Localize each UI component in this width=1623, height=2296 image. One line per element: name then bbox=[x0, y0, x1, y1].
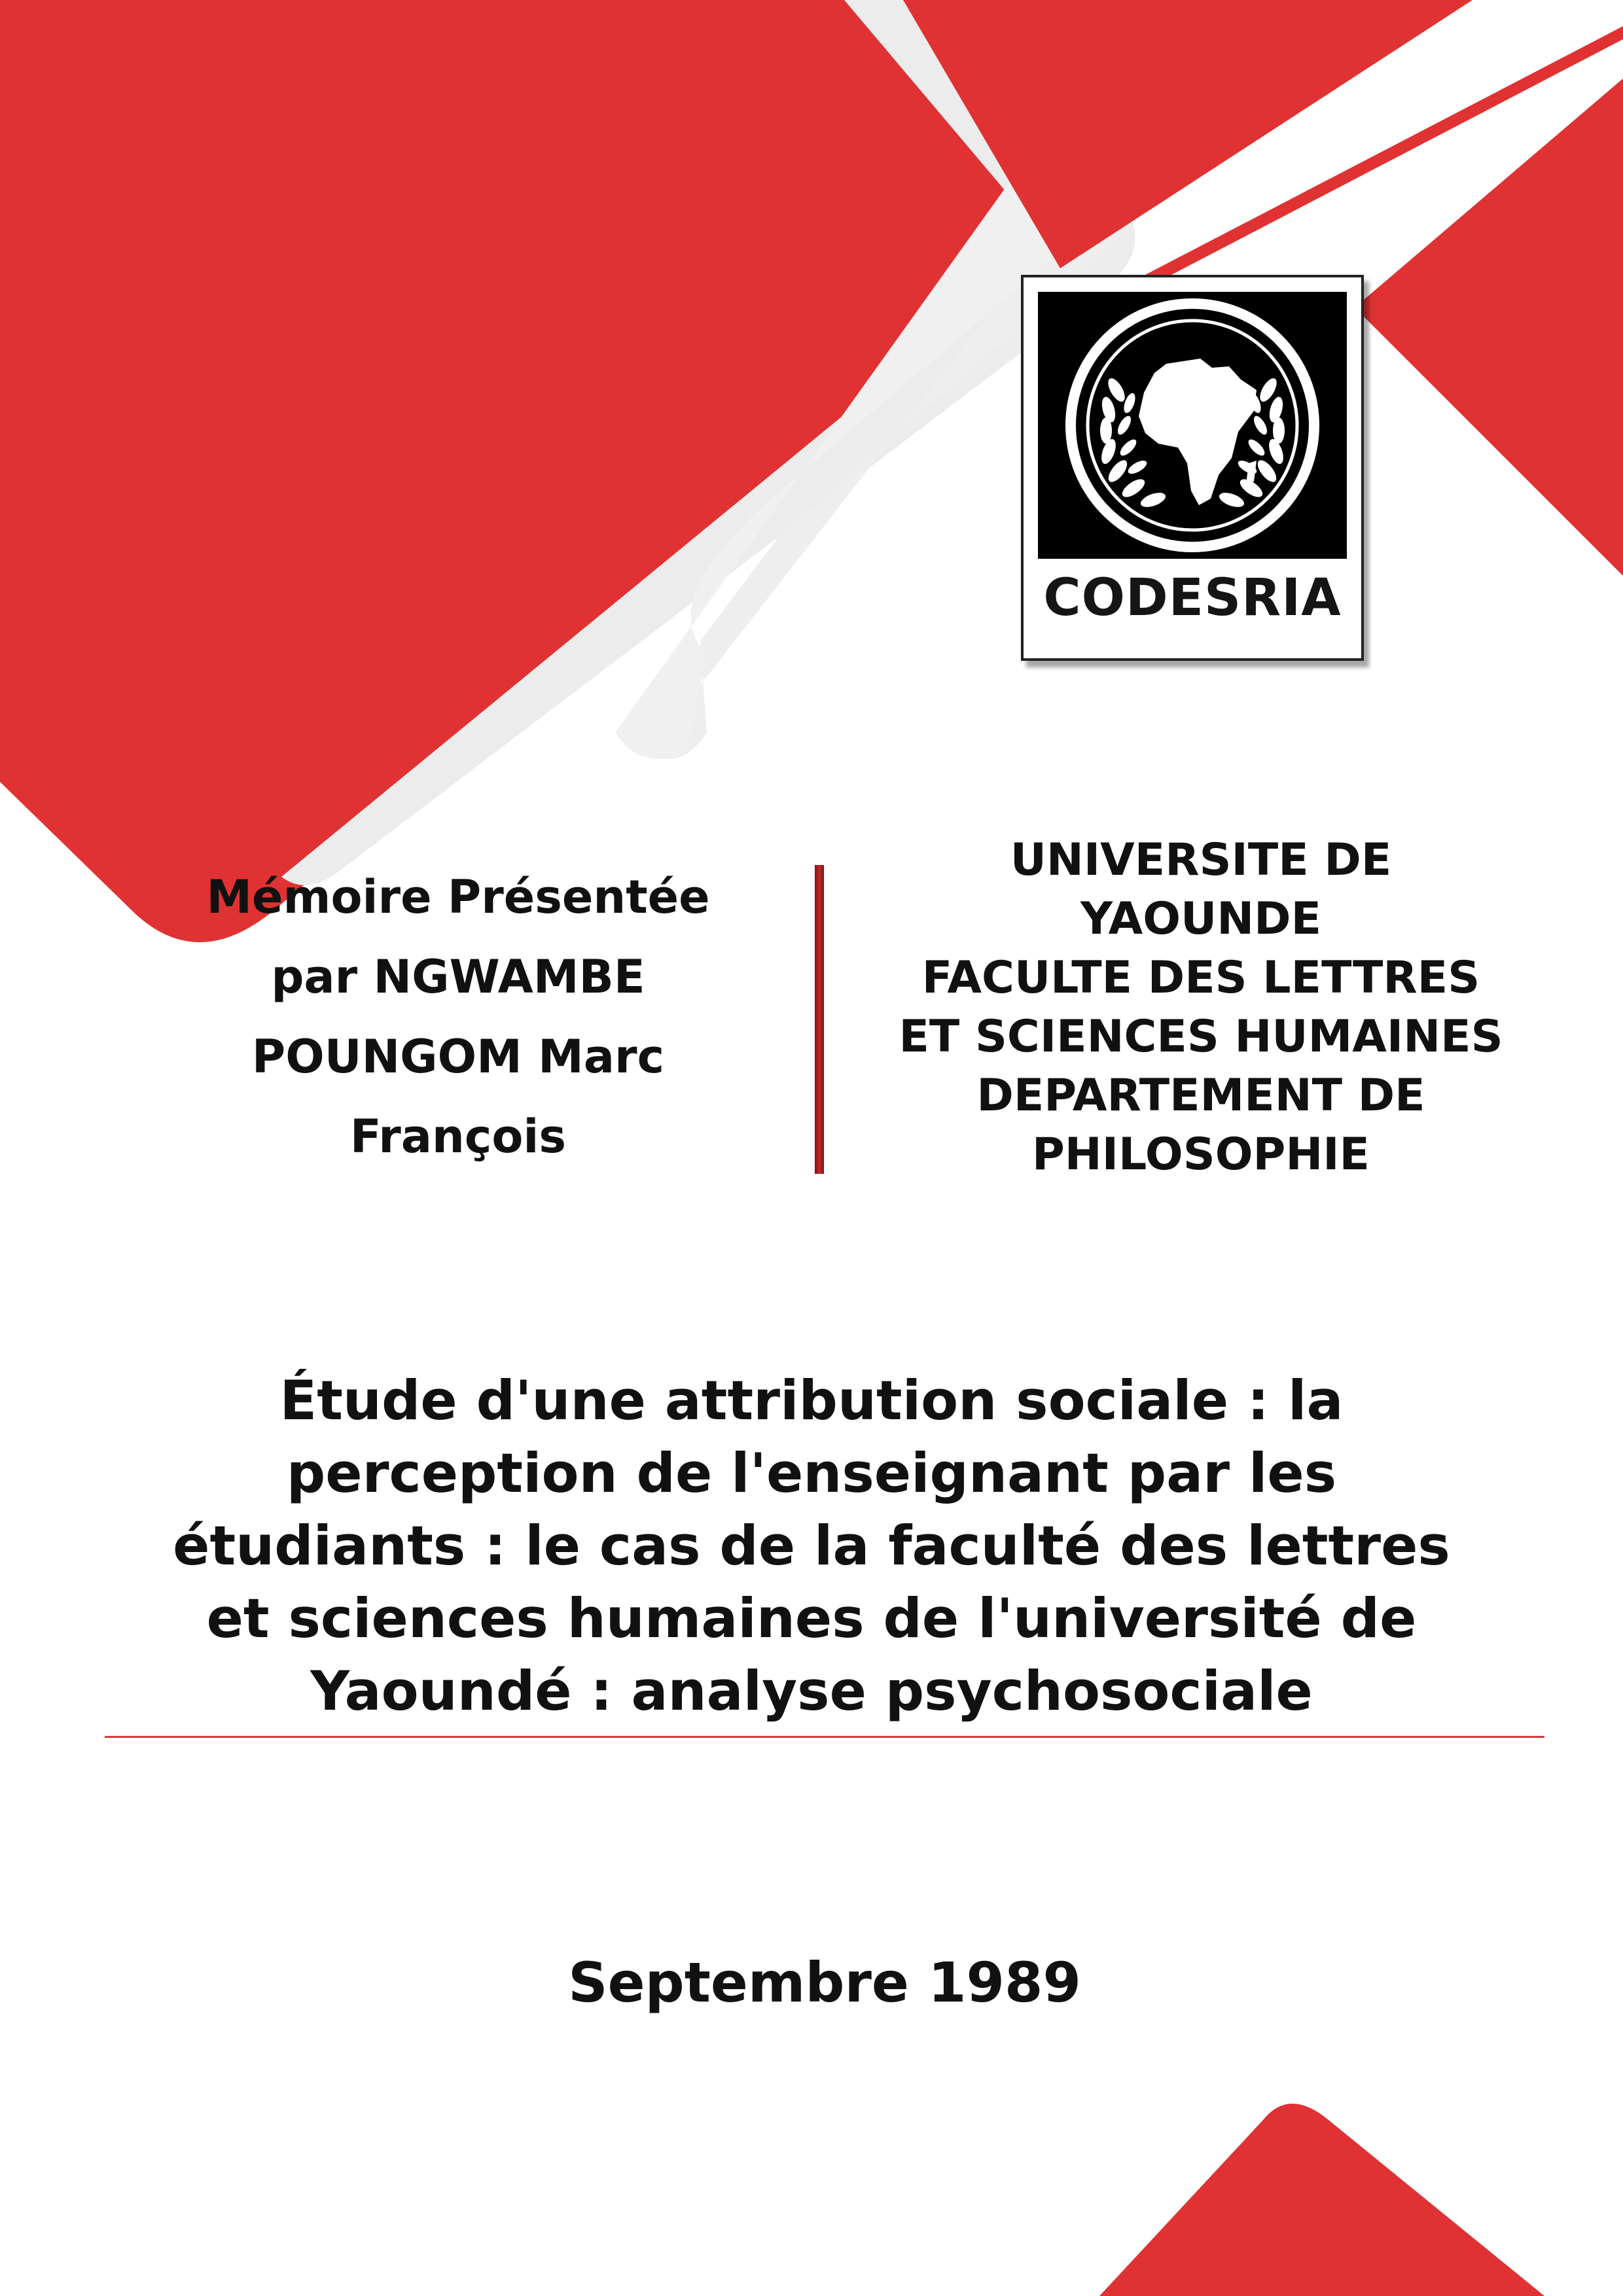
author-line: Mémoire Présentée bbox=[206, 870, 710, 924]
red-shape-bottom-right bbox=[1099, 2104, 1544, 2296]
institution-line: DEPARTEMENT DE bbox=[976, 1070, 1425, 1122]
thesis-title bbox=[98, 1364, 1525, 1727]
red-shape-top-left bbox=[0, 0, 1067, 942]
institution-line: ET SCIENCES HUMAINES bbox=[899, 1011, 1503, 1063]
institution-block bbox=[844, 831, 1558, 1184]
title-line: perception de l'enseignant par les bbox=[286, 1441, 1337, 1505]
institution-line: FACULTE DES LETTRES bbox=[921, 952, 1480, 1004]
title-underline-rule bbox=[105, 1736, 1544, 1738]
title-line: étudiants : le cas de la faculté des lettres bbox=[173, 1514, 1450, 1578]
author-line: POUNGOM Marc bbox=[251, 1030, 665, 1084]
codesria-logo bbox=[1021, 275, 1364, 661]
logo-org-name: CODESRIA bbox=[1043, 569, 1342, 627]
title-line: Yaoundé : analyse psychosociale bbox=[310, 1659, 1313, 1723]
author-line: par NGWAMBE bbox=[271, 950, 645, 1004]
vertical-divider bbox=[815, 865, 824, 1174]
institution-line: PHILOSOPHIE bbox=[1031, 1129, 1370, 1180]
title-line: Étude d'une attribution sociale : la bbox=[279, 1369, 1344, 1432]
institution-line: YAOUNDE bbox=[1080, 893, 1322, 945]
author-block bbox=[144, 857, 772, 1176]
publication-date: Septembre 1989 bbox=[568, 1951, 1081, 2015]
title-line: et sciences humaines de l'université de bbox=[206, 1587, 1417, 1650]
logo-emblem bbox=[1038, 292, 1347, 559]
institution-line: UNIVERSITE DE bbox=[1010, 834, 1392, 886]
africa-laurel-emblem-icon bbox=[1038, 292, 1347, 559]
author-line: François bbox=[349, 1110, 567, 1163]
